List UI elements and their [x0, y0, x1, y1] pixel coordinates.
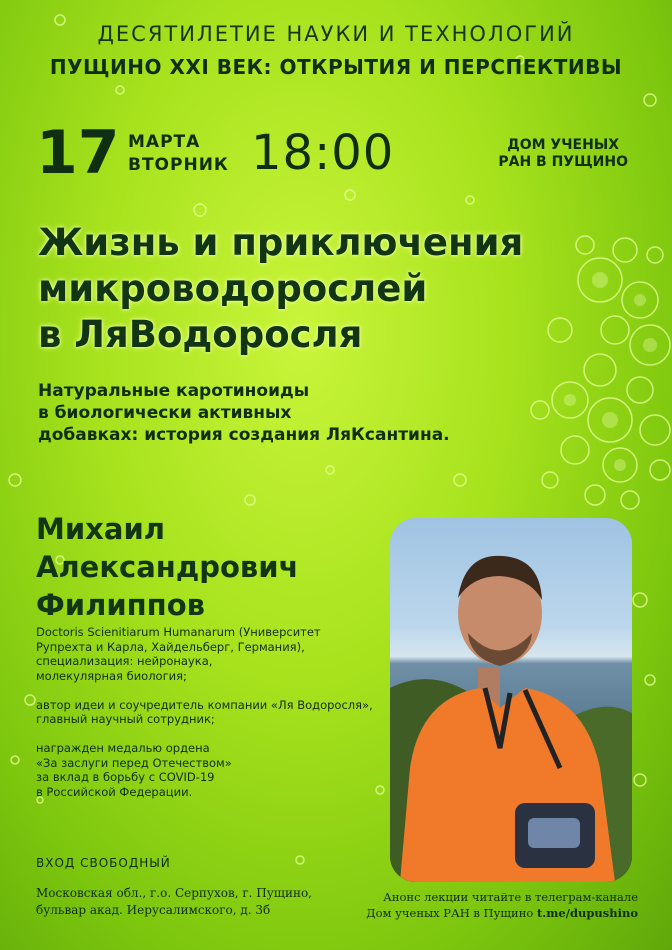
bio-line: в Российской Федерации.	[36, 784, 193, 799]
speaker-patronymic: Александрович	[36, 550, 299, 584]
telegram-announcement	[366, 889, 638, 921]
program-title: ПУЩИНО XXI ВЕК: ОТКРЫТИЯ И ПЕРСПЕКТИВЫ	[49, 55, 623, 79]
venue-line-2: РАН В ПУЩИНО	[498, 154, 628, 170]
speaker-first-name: Михаил	[36, 512, 166, 546]
bio-role	[36, 698, 396, 727]
event-day: 17	[36, 118, 120, 188]
announce-line-2	[366, 905, 638, 921]
speaker-photo	[390, 518, 632, 882]
bio-line: главный научный сотрудник;	[36, 712, 215, 726]
subtitle-line: добавках: история создания ЛяКсантина.	[38, 425, 450, 445]
announce-channel-name: Дом ученых РАН в Пущино	[366, 906, 534, 920]
speaker-name	[36, 510, 366, 624]
bio-line: награжден медалью ордена	[36, 741, 210, 755]
bio-line: молекулярная биология;	[36, 668, 187, 683]
bio-line: автор идеи и соучредитель компании «Ля Водоросля»,	[36, 697, 373, 712]
bio-line: Doctoris Scienitiarum Humanarum (Университет	[36, 625, 321, 639]
speaker-last-name: Филиппов	[36, 588, 205, 622]
venue-logo	[498, 137, 628, 171]
series-title: ДЕСЯТИЛЕТИЕ НАУКИ И ТЕХНОЛОГИЙ	[97, 22, 575, 46]
lecture-subtitle	[38, 380, 558, 446]
bio-line: за вклад в борьбу с COVID-19	[36, 770, 215, 784]
event-time: 18:00	[251, 125, 395, 181]
bio-line: «За заслуги перед Отечеством»	[36, 755, 232, 770]
speaker-photo-illustration	[390, 518, 632, 882]
venue-address	[36, 885, 312, 919]
address-line-2: бульвар акад. Иерусалимского, д. 3б	[36, 903, 271, 917]
event-month: МАРТА	[128, 132, 201, 152]
subtitle-line: Натуральные каротиноиды	[38, 381, 310, 401]
speaker-bio	[36, 625, 396, 814]
telegram-link[interactable]: t.me/dupushino	[536, 906, 638, 920]
title-line: Жизнь и приключения	[38, 221, 524, 264]
free-entry-label: ВХОД СВОБОДНЫЙ	[36, 856, 171, 870]
bio-line: специализация: нейронаука,	[36, 654, 213, 668]
venue-line-1: ДОМ УЧЕНЫХ	[507, 137, 620, 153]
event-weekday: ВТОРНИК	[128, 155, 229, 175]
address-line-1: Московская обл., г.о. Серпухов, г. Пущино,	[36, 886, 312, 900]
bio-line: Рупрехта и Карла, Хайдельберг, Германия),	[36, 639, 305, 654]
title-line: микроводорослей	[38, 267, 428, 310]
bio-degree	[36, 625, 396, 683]
lecture-title	[38, 220, 658, 358]
announce-line-1: Анонс лекции читайте в телеграм-канале	[383, 890, 638, 904]
title-line: в ЛяВодоросля	[38, 313, 363, 356]
subtitle-line: в биологически активных	[38, 403, 292, 423]
bio-award	[36, 741, 396, 799]
